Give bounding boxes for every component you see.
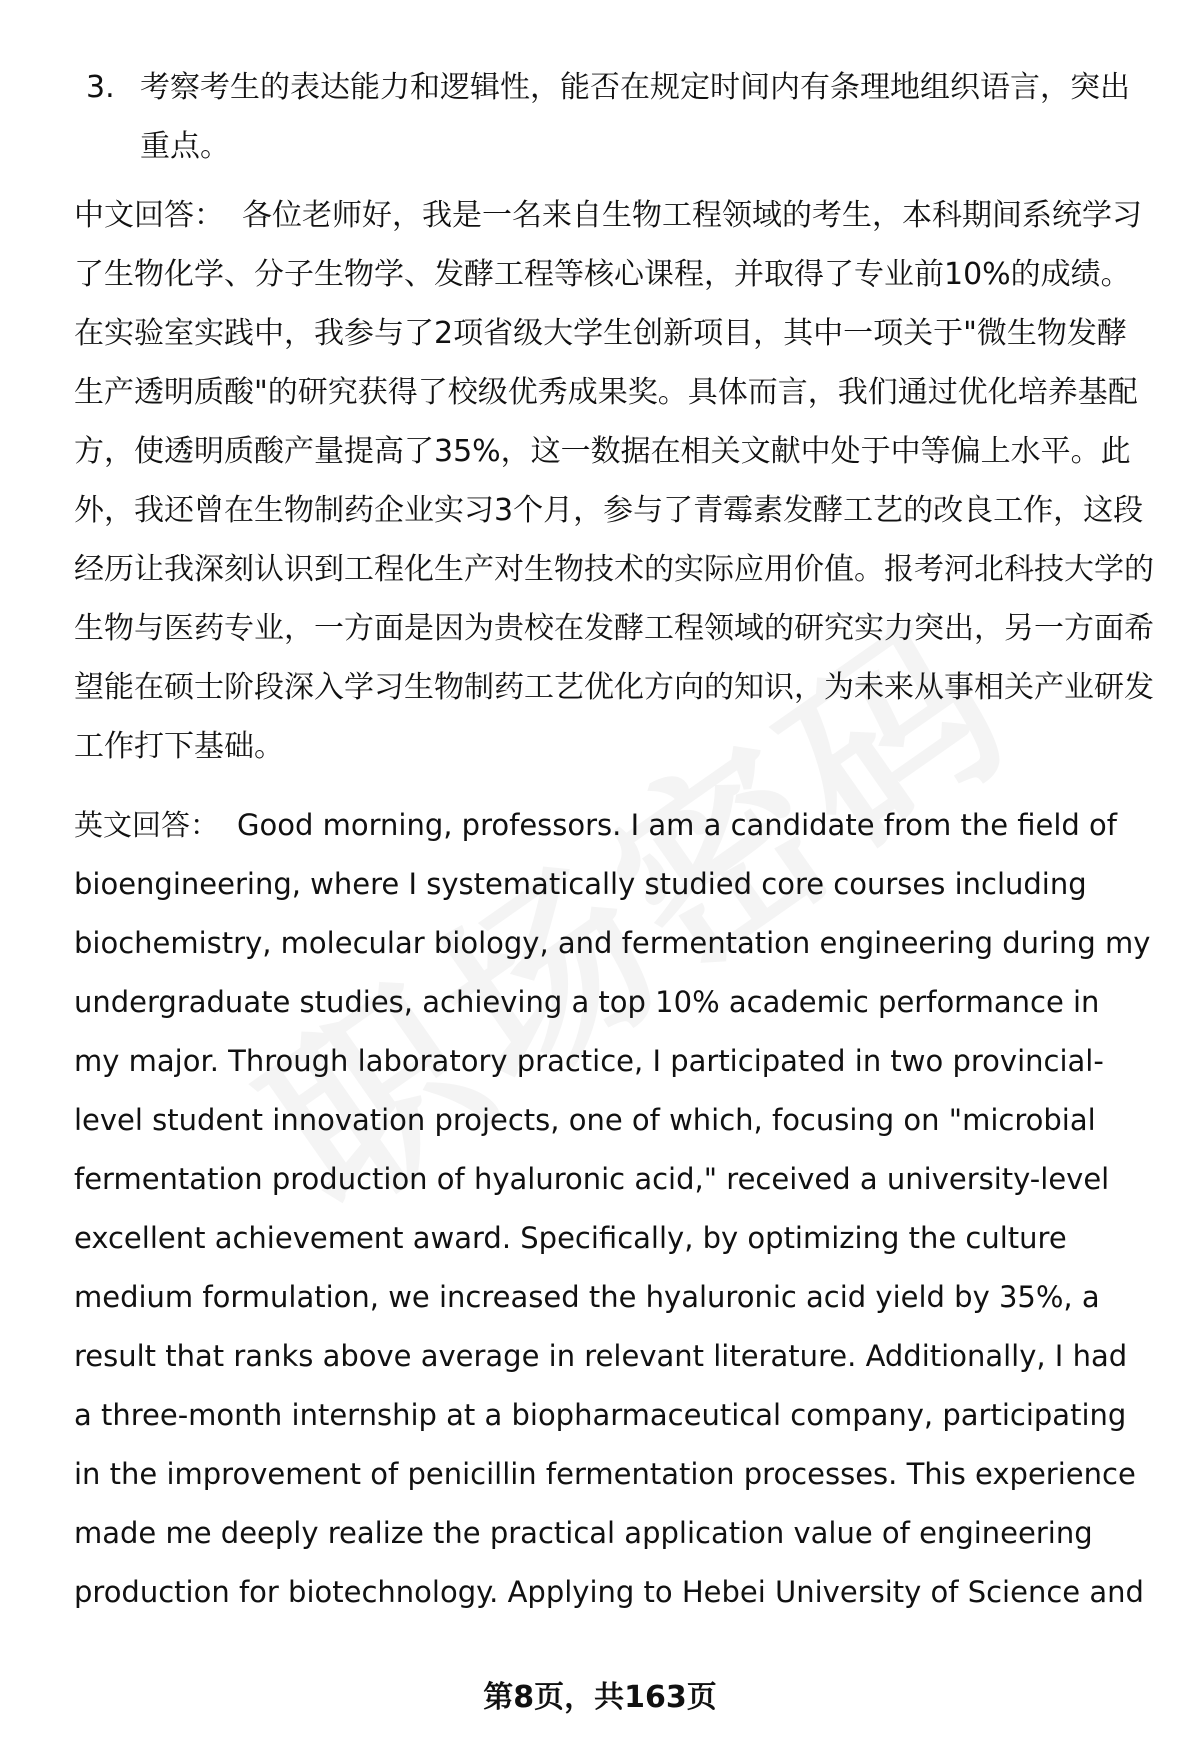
chinese-answer-label: 中文回答： <box>74 198 224 233</box>
page-footer: 第8页，共163页 <box>483 1680 717 1715</box>
chinese-answer-text: 各位老师好，我是一名来自生物工程领域的考生，本科期间系统学习了生物化学、分子生物学、发酵工程等核心课程，并取得了专业前10%的成绩。在实验室实践中，我参与了2项省级大学生创新项目，其中一项关于"微生物发酵生产透明质酸"的研究获得了校级优秀成果奖。具体而言，我们通过优化培养基配方，使透明质酸产量提高了35%，这一数据在相关文献中处于中等偏上水平。此外，我还曾在生物制药企业实习3个月，参与了青霉素发酵工艺的改良工作，这段经历让我深刻认识到工程化生产对生物技术的实际应用价值。报考河北科技大学的生物与医药专业，一方面是因为贵校在发酵工程领域的研究实力突出，另一方面希望能在硕士阶段深入学习生物制药工艺优化方向的知识，为未来从事相关产业研发工作打下基础。 <box>74 198 1154 764</box>
chinese-answer-paragraph <box>74 186 1154 776</box>
page-content <box>74 58 1154 1642</box>
list-item-number: 3. <box>86 70 115 105</box>
english-answer-label: 英文回答： <box>74 808 220 842</box>
english-answer-paragraph <box>74 796 1154 1622</box>
english-answer-text: Good morning, professors. I am a candidate from the field of bioengineering, where I systematically studied core courses including biochemistry, molecular biology, and fermentation engineering during my undergraduate studies, achieving a top 10% academic performance in my major. Through laboratory practice, I participated in two provincial-level student innovation projects, one of which, focusing on "microbial fermentation production of hyaluronic acid," received a university-level excellent achievement award. Specifically, by optimizing the culture medium formulation, we increased the hyaluronic acid yield by 35%, a result that ranks above average in relevant literature. Additionally, I had a three-month internship at a biopharmaceutical company, participating in the improvement of penicillin fermentation processes. This experience made me deeply realize the practical application value of engineering production for biotechnology. Applying to Hebei University of Science and <box>74 808 1151 1609</box>
list-item-3 <box>74 58 1154 176</box>
list-item-text: 考察考生的表达能力和逻辑性，能否在规定时间内有条理地组织语言，突出重点。 <box>140 70 1130 164</box>
